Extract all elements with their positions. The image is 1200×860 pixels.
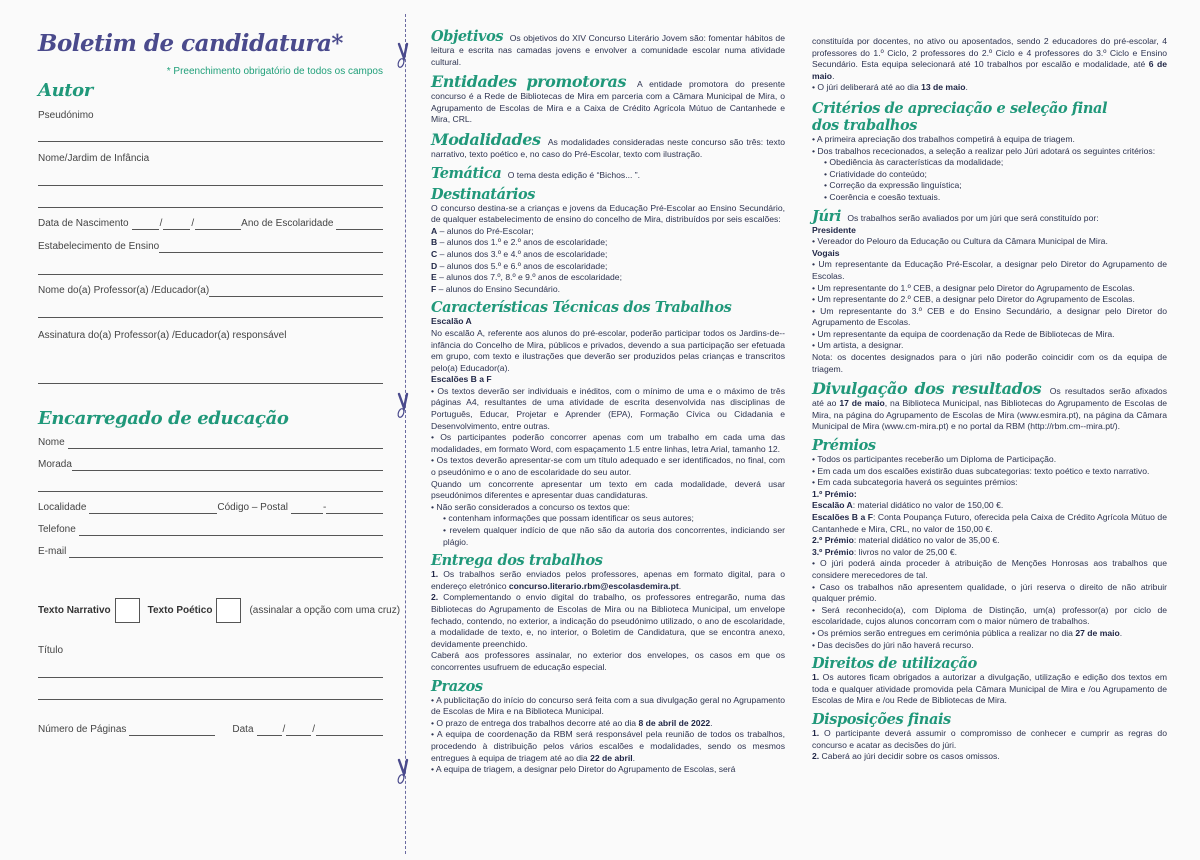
rule-item: • Os textos deverão apresentar-se com um título adequado e ser identificados, no final, com o pseudónimo e o ano de escolaridade do seu autor.: [431, 455, 785, 478]
triage-team-text: constituída por docentes, no ativo ou aposentados, sendo 2 educadores do pré-escolar, 4 professores do 1.º Ciclo, 2 professores do 2.º Ciclo e 4 professores do 3.º Ciclo e Ensino Secundário. Esta equipa selecionará até 10 trabalhos por escalão e modalidade, até: [812, 36, 1167, 70]
caracteristicas-heading: Características Técnicas dos Trabalhos: [431, 299, 732, 317]
teacher-signature-field[interactable]: [38, 383, 383, 384]
first-prize-bf: [812, 512, 1167, 535]
vogal-item: • Um representante da Educação Pré-Escolar, a designar pelo Diretor do Agrupamento de Escolas.: [812, 259, 1167, 281]
date-label: Data: [232, 724, 254, 735]
disposicoes-item-2: [812, 751, 1167, 763]
section-modalidades: [431, 130, 785, 161]
date-separator: /: [159, 218, 163, 229]
juri-intro: Os trabalhos serão avaliados por um júri que será constituído por:: [847, 212, 1099, 223]
guardian-heading: Encarregado de educação: [38, 408, 289, 429]
title-field-line-1[interactable]: [38, 677, 383, 678]
poetic-label: Texto Poético: [147, 604, 213, 616]
destinatarios-heading: Destinatários: [431, 185, 535, 203]
entrega-text-1: Os trabalhos serão enviados pelos professores, apenas em formato digital, para o endereço eletrónico: [431, 569, 785, 591]
pseudonym-label: Pseudónimo: [38, 110, 94, 121]
criterios-heading-line-2: dos trabalhos: [812, 116, 917, 134]
ceremony-text: • Os prémios serão entregues em cerimónia pública a realizar no dia: [812, 627, 1076, 638]
locality-label: Localidade: [38, 502, 87, 513]
entrega-item-2: [431, 592, 785, 650]
vogais-label: Vogais: [812, 247, 840, 258]
modalidades-text: As modalidades consideradas neste concurso são três: texto narrativo, texto poético e, no caso do Pré-Escolar, texto com ilustração.: [431, 136, 786, 159]
level-item: [431, 261, 785, 273]
punctuation: .: [678, 580, 682, 591]
criterios-heading-line-1: Critérios de apreciação e seleção final: [812, 99, 1108, 117]
prize-text: : material didático no valor de 150,00 €.: [852, 500, 1004, 511]
narrative-checkbox[interactable]: [115, 598, 140, 623]
objetivos-heading: Objetivos: [431, 28, 504, 45]
date-year-field[interactable]: [316, 725, 383, 736]
prize-level-label: 3.º Prémio: [812, 546, 854, 557]
school-field[interactable]: [159, 242, 383, 253]
guardian-name-label: Nome: [38, 437, 65, 448]
item-number: 1.: [812, 672, 820, 683]
premios-item: • Todos os participantes receberão um Diploma de Participação.: [812, 454, 1057, 465]
name-field-line-1[interactable]: [38, 185, 383, 186]
level-text: – alunos dos 5.º e 6.º anos de escolaridade;: [437, 260, 608, 271]
locality-row: [38, 502, 383, 514]
date-separator: /: [282, 724, 286, 735]
school-field-line-2[interactable]: [38, 274, 383, 275]
criterio-subitem: • Criatividade do conteúdo;: [824, 168, 927, 179]
school-row: [38, 241, 383, 253]
school-label: Estabelecimento de Ensino: [38, 241, 160, 252]
prize-level-label: 2.º Prémio: [812, 535, 854, 546]
divulgacao-text-2: , na Biblioteca Municipal, nas Bibliotecas do Agrupamento de Escolas de Mira, na página do Agrupamento de Escolas de Mira (www.esmira.pt), na página da Câmara Municipal de Mira (www.cm-mira.pt) e no portal da RBM (http://rbm.cm--mira.pt/).: [812, 398, 1167, 432]
level-item: [431, 226, 785, 238]
tematica-heading: Temática: [431, 164, 502, 182]
prazos-cont-text: [812, 36, 1167, 82]
ceremony-item: [812, 628, 1167, 640]
triage-date: 22 de abril: [590, 752, 633, 763]
premios-item: • Caso os trabalhos não apresentem qualidade, o júri reserva o direito de não atribuir qualquer prémio.: [812, 581, 1167, 604]
narrative-label: Texto Narrativo: [38, 604, 111, 616]
scissors-icon: [395, 758, 409, 786]
vogal-item: • Um representante do 1.º CEB, a designar pelo Diretor do Agrupamento de Escolas.: [812, 282, 1135, 293]
pages-field[interactable]: [129, 725, 215, 736]
rules-column-middle: [431, 28, 785, 780]
rule-subitem: • revelem qualquer indício de que não são da autoria dos concorrentes, indiciando ser plágio.: [443, 525, 785, 547]
item-number: 2.: [812, 751, 820, 762]
section-direitos: [812, 655, 1167, 707]
phone-label: Telefone: [38, 524, 76, 535]
entrega-heading: Entrega dos trabalhos: [431, 552, 603, 570]
level-code: D: [431, 260, 438, 271]
level-code: F: [431, 283, 437, 294]
prazos-heading: Prazos: [431, 677, 483, 695]
address-field-line-2[interactable]: [38, 491, 383, 492]
punctuation: .: [832, 70, 835, 81]
criterios-item: • Dos trabalhos rececionados, a seleção a realizar pelo Júri adotará os seguintes critérios:: [812, 145, 1156, 156]
level-item: [431, 237, 785, 249]
level-text: – alunos dos 3.º e 4.º anos de escolaridade;: [437, 248, 608, 259]
section-divulgacao: [812, 379, 1167, 433]
prize-level-label: Escalão A: [812, 500, 853, 511]
postal-code-field-2[interactable]: [326, 503, 383, 514]
scissors-icon: [395, 392, 409, 420]
vogal-item: • Um artista, a designar.: [812, 340, 904, 351]
direitos-heading: Direitos de utilização: [812, 655, 977, 673]
poetic-checkbox[interactable]: [216, 598, 241, 623]
direitos-item-1: [812, 672, 1167, 707]
premios-item: • Das decisões do júri não haverá recurso.: [812, 639, 974, 650]
date-day-field[interactable]: [257, 725, 282, 736]
address-field[interactable]: [72, 460, 383, 471]
tematica-text: O tema desta edição é “Bichos... ”.: [507, 169, 641, 180]
pages-date-row: [38, 724, 383, 736]
teacher-name-field[interactable]: [209, 286, 383, 297]
level-code: E: [431, 272, 437, 283]
premios-item: • O júri poderá ainda proceder à atribuição de Menções Honrosas aos trabalhos que considere merecedores de tal.: [812, 558, 1167, 580]
item-number: 2.: [431, 592, 439, 603]
level-text: – alunos dos 1.º e 2.º anos de escolaridade;: [437, 237, 608, 248]
section-criterios: [812, 100, 1167, 204]
juri-note: Nota: os docentes designados para o júri não poderão coincidir com os da equipa de triagem.: [812, 352, 1167, 374]
email-label: E-mail: [38, 546, 67, 557]
punctuation: .: [710, 717, 713, 728]
direitos-text: Os autores ficam obrigados a autorizar a divulgação, utilização e edição dos textos em toda e qualquer atividade promovida pela Câmara Municipal de Mira e /ou Agrupamento de Escolas de Mira e /ou Rede de Bibliotecas de Mira.: [812, 672, 1167, 706]
item-number: 1.: [812, 727, 820, 738]
author-heading: Autor: [38, 80, 93, 101]
application-form: [38, 30, 401, 736]
title-field-line-2[interactable]: [38, 699, 383, 700]
school-year-label: Ano de Escolaridade: [241, 218, 334, 229]
item-number: 1.: [431, 569, 439, 580]
section-disposicoes: [812, 711, 1167, 763]
teacher-signature-label: Assinatura do(a) Professor(a) /Educador(a) responsável: [38, 330, 287, 341]
level-item: [431, 249, 785, 261]
locality-field[interactable]: [89, 503, 217, 514]
entrega-item-1: [431, 569, 785, 592]
level-code: B: [431, 237, 438, 248]
postal-code-label: Código – Postal: [217, 502, 288, 513]
prazos-item: [431, 718, 785, 730]
vogal-item: • Um representante do 2.º CEB, a designar pelo Diretor do Agrupamento de Escolas.: [812, 294, 1135, 305]
vogal-item: • Um representante do 3.º CEB e do Ensino Secundário, a designar pelo Diretor do Agrupamento de Escolas.: [812, 305, 1167, 328]
postal-code-field-1[interactable]: [291, 503, 323, 514]
criterio-subitem: • Correção da expressão linguística;: [824, 180, 962, 191]
rule-item: • Os participantes poderão concorrer apenas com um trabalho em cada uma das modalidades, em formato Word, com espaçamento 1.5 entre linhas, letra Arial, tamanho 12.: [431, 432, 785, 454]
rule-item: • Os textos deverão ser individuais e inéditos, com o mínimo de uma e o máximo de três páginas A4, resultantes de uma atividade de escrita desenvolvida nas disciplinas de Português, Educar, Projetar e Aprender (EPA), Formação Cívica ou Cidadania e Desenvolvimento, entre outras.: [431, 385, 785, 431]
entidades-heading: Entidades promotoras: [431, 72, 627, 92]
modality-hint: (assinalar a opção com uma cruz): [249, 604, 401, 616]
disposicoes-heading: Disposições finais: [812, 710, 951, 728]
level-text: – alunos do Pré-Escolar;: [437, 225, 534, 236]
results-date: 17 de maio: [839, 398, 885, 409]
disposicoes-item-1: [812, 728, 1167, 751]
level-code: A: [431, 225, 438, 236]
school-year-field[interactable]: [336, 219, 383, 230]
vogal-item: • Um representante da equipa de coordenação da Rede de Bibliotecas de Mira.: [812, 328, 1115, 339]
jury-date: 13 de maio: [921, 82, 966, 93]
section-entrega: [431, 552, 785, 673]
title-label: Título: [38, 645, 64, 656]
birth-date-label: Data de Nascimento: [38, 218, 129, 229]
disposicoes-text: Caberá ao júri decidir sobre os casos omissos.: [819, 751, 1000, 762]
prazos-text: • A equipa de coordenação da RBM será responsável pela reunião de todos os trabalhos, procedendo à distribuição pelos vários escalões e modalidades, sendo os mesmos entregues à equipa de triagem até ao dia: [431, 729, 785, 763]
pseudonym-field[interactable]: [38, 141, 383, 142]
premios-item: • Em cada subcategoria haverá os seguintes prémios:: [812, 477, 1018, 488]
disposicoes-text: O participante deverá assumir o compromisso de conhecer e cumprir as regras do concurso e acatar as decisões do júri.: [812, 727, 1167, 750]
deadline-date: 8 de abril de 2022: [638, 717, 711, 728]
address-label: Morada: [38, 459, 72, 470]
form-title: Boletim de candidatura*: [38, 30, 343, 57]
pages-label: Número de Páginas: [38, 724, 127, 735]
third-prize: [812, 547, 1167, 559]
section-destinatarios: [431, 186, 785, 296]
cut-line: [405, 14, 406, 854]
section-caracteristicas: [431, 299, 785, 548]
guardian-name-field[interactable]: [68, 438, 383, 449]
premios-item: • Em cada um dos escalões existirão duas subcategorias: texto poético e texto narrativo.: [812, 465, 1150, 476]
required-note: * Preenchimento obrigatório de todos os campos: [166, 66, 383, 77]
birth-day-field[interactable]: [132, 219, 159, 230]
postal-code-separator: -: [322, 502, 327, 513]
ceremony-date: 27 de maio: [1075, 627, 1120, 638]
first-prize-label: 1.º Prémio:: [812, 488, 857, 499]
modalidades-heading: Modalidades: [431, 129, 541, 149]
punctuation: .: [632, 752, 636, 763]
teacher-row: [38, 285, 383, 297]
teacher-name-field-line-2[interactable]: [38, 317, 383, 318]
entrega-text-2: Complementando o envio digital do trabalho, os professores entregarão, numa das Bibliotecas do Agrupamento de Escolas de Mira ou na Biblioteca Municipal, um envelope fechado, contendo, no exterior, a indicação do pseudónimo utilizado, o ano de escolaridade, a modalidade de texto, e, no interior, o Boletim de Candidatura, que se encontra anexo, devidamente preenchido.: [431, 592, 785, 649]
objetivos-text: Os objetivos do XIV Concurso Literário Jovem são: fomentar hábitos de leitura e escrita nas camadas jovens e envolver a comunidade escolar numa atividade cultural.: [431, 33, 785, 67]
entidades-text: A entidade promotora do presente concurso é a Rede de Bibliotecas de Mira em parceria com a Câmara Municipal de Mira, o Agrupamento de Escolas de Mira e a Caixa de Crédito Agrícola Mútuo de Cantanhede e Mira, CRL.: [431, 79, 785, 125]
rule-item: Quando um concorrente apresentar um texto em cada modalidade, deverá usar pseudónimos diferentes e apresentar duas candidaturas.: [431, 478, 785, 501]
prazos-text: • O prazo de entrega dos trabalhos decorre até ao dia: [431, 717, 639, 728]
level-code: C: [431, 248, 438, 259]
second-prize: [812, 535, 1167, 547]
divulgacao-heading: Divulgação dos resultados: [812, 379, 1042, 399]
premios-heading: Prémios: [812, 437, 876, 455]
section-prazos: [431, 678, 785, 776]
level-text: – alunos do Ensino Secundário.: [436, 283, 560, 294]
level-text: – alunos dos 7.º, 8.º e 9.º anos de escolaridade;: [436, 272, 622, 283]
birth-date-row: [38, 218, 383, 230]
prazos-continued: [812, 36, 1167, 94]
phone-field[interactable]: [79, 525, 383, 536]
level-item: [431, 272, 785, 284]
prazos-item: [431, 729, 785, 764]
divulgacao-text-1: Os resultados serão afixados até ao: [812, 386, 1168, 409]
destinatarios-intro: O concurso destina-se a crianças e jovens da Educação Pré-Escolar ao Ensino Secundário, de qualquer estabelecimento de ensino do concelho de Mira, distribuídos por seis escalões:: [431, 202, 785, 225]
jury-deadline: [812, 82, 1167, 94]
date-separator: /: [312, 724, 316, 735]
entrega-note: Caberá aos professores assinalar, no exterior dos envelopes, os casos em que os concorrentes usufruem de educação especial.: [431, 650, 785, 672]
birth-year-field[interactable]: [195, 219, 241, 230]
phone-row: [38, 524, 383, 536]
address-row: [38, 459, 383, 471]
escalao-a-text: No escalão A, referente aos alunos do pré-escolar, poderão participar todos os Jardins-de--infância do Concelho de Mira, públicos e privados, devendo a sua participação ser efetuada em grupo, com texto e ilustrações que deverão ser produzidos pelas crianças e transcritos pelo(a) Educador(a).: [431, 327, 785, 373]
section-tematica: [431, 165, 785, 182]
punctuation: .: [965, 82, 968, 93]
section-objetivos: [431, 28, 785, 68]
name-label: Nome/Jardim de Infância: [38, 153, 150, 164]
prize-text: : Conta Poupança Futuro, oferecida pela Caixa de Crédito Agrícola Mútuo de Cantanhede e Mira, CRL, no valor de 150,00 €.: [812, 512, 1167, 534]
email-row: [38, 546, 383, 558]
email-field[interactable]: [69, 547, 383, 558]
jury-deadline-text: • O júri deliberará até ao dia: [812, 82, 922, 93]
prize-text: : livros no valor de 25,00 €.: [853, 546, 958, 557]
section-premios: [812, 437, 1167, 651]
prize-level-label: Escalões B a F: [812, 512, 873, 522]
escalao-a-subheading: Escalão A: [431, 316, 472, 327]
prazos-item: • A equipa de triagem, a designar pelo Diretor do Agrupamento de Escolas, será: [431, 764, 736, 775]
juri-heading: Júri: [812, 207, 841, 225]
criterio-subitem: • Obediência às características da modalidade;: [824, 157, 1004, 168]
premios-item: • Será reconhecido(a), com Diploma de Distinção, um(a) professor(a) por ciclo de escolaridade, cujos alunos concorram com o maior número de trabalhos.: [812, 604, 1167, 627]
prize-text: : material didático no valor de 35,00 €.: [853, 535, 1000, 546]
criterios-item: • A primeira apreciação dos trabalhos competirá à equipa de triagem.: [812, 133, 1075, 144]
criterio-subitem: • Coerência e coesão textuais.: [824, 191, 941, 202]
modality-choice: [38, 598, 401, 623]
section-entidades: [431, 72, 785, 126]
punctuation: .: [1119, 627, 1123, 638]
name-field-line-2[interactable]: [38, 207, 383, 208]
submission-email[interactable]: concurso.literario.rbm@escolasdemira.pt: [508, 580, 679, 591]
president-item: • Vereador do Pelouro da Educação ou Cultura da Câmara Municipal de Mira.: [812, 236, 1108, 247]
rule-item: • Não serão considerados a concurso os textos que:: [431, 501, 630, 512]
birth-month-field[interactable]: [163, 219, 190, 230]
escaloes-bf-subheading: Escalões B a F: [431, 374, 492, 385]
level-item: [431, 284, 785, 296]
first-prize-a: [812, 500, 1167, 512]
rule-subitem: • contenham informações que possam identificar os seus autores;: [443, 513, 694, 524]
prazos-item: • A publicitação do início do concurso será feita com a sua divulgação geral no Agrupamento de Escolas de Mira e na Biblioteca Municipal.: [431, 694, 785, 717]
teacher-name-label: Nome do(a) Professor(a) /Educador(a): [38, 285, 210, 296]
rules-column-right: [812, 36, 1167, 767]
scissors-icon: [395, 42, 409, 70]
section-juri: [812, 208, 1167, 376]
date-separator: /: [191, 218, 195, 229]
selection-date: 6 de maio: [812, 59, 1167, 81]
guardian-name-row: [38, 437, 383, 449]
date-month-field[interactable]: [286, 725, 311, 736]
president-label: Presidente: [812, 224, 856, 235]
